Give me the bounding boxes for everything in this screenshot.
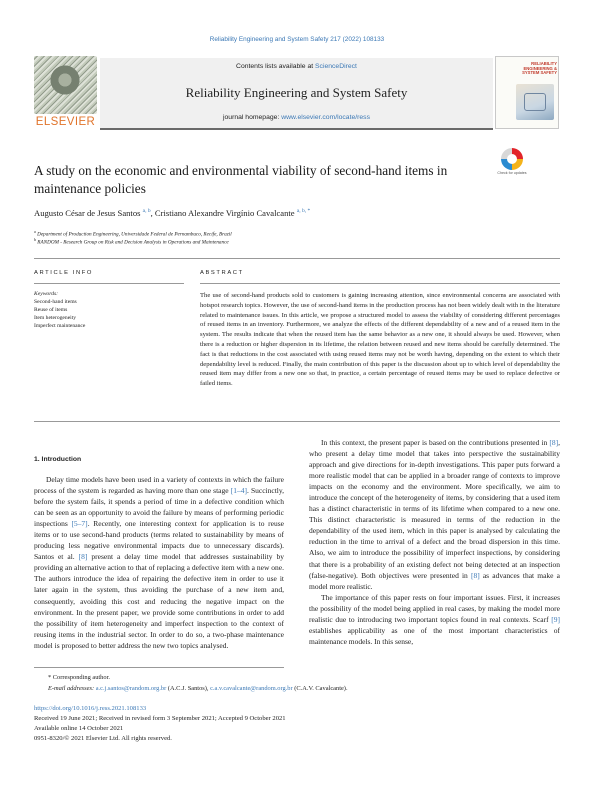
divider: [200, 283, 560, 284]
affiliation: [34, 237, 554, 246]
paragraph-text: The importance of this paper rests on four important issues. First, it increases the possibility of the model being applied in real cases, by making the model more realistic due to introducing two important topics found in real contexts. Scarf: [309, 592, 560, 624]
paragraph-text: present a delay time model that addresses sustainability by providing an alternative action to that of replacing a defective item with a new one. The authors introduce the idea of repairing the defective item in order to use it later again in the system, thus avoiding the purchase of a new item and, consequently, avoiding this cost and reducing the negative impact on the environment. In the present paper, we provide some contributions in order to add the possibility of item heterogeneity and imperfect inspection to the context of reusing items in the industrial sector. In order to do so, a two-phase maintenance model is proposed to better address the new two topics analysed.: [34, 552, 284, 650]
keywords-block: [34, 290, 184, 330]
section-heading-introduction: 1. Introduction: [34, 456, 82, 463]
citation-link[interactable]: [1–4]: [230, 486, 247, 496]
body-paragraph: [309, 437, 560, 592]
contents-line: [100, 63, 493, 70]
keyword: Reuse of items: [34, 307, 68, 313]
corresponding-author-note: * Corresponding author.: [48, 674, 110, 681]
abstract-text: The use of second-hand products sold to customers is gaining increasing attention, since environmental concerns are associated with hotspot research topics. However, the use of second-hand items in the production process has not been widely dealt with in the literature related to maintenance issues. In this article, we propose a structured model to assess the viability of considering different percentages of reused items in an inventory. Furthermore, we analyze the effects of the different dependability of a new and of a reused item in the system. The results indicate that when the reused item has the same behavior as a new one, it should always be used. However, when there is a reduction or higher dispersion in its lifetime, the relation between reused and new items should be carefully determined. The fact is that reductions in the cost associated with using reused items may not be worth having, depending on the extent to which their dependability level is reduced. Finally, the main contribution of this paper is the discussion about up to which level of dependability the reused item may differ from a new one so that, in practice, a certain percentage of reused items may be used to replace defective or failed items.: [200, 292, 560, 388]
journal-cover-thumbnail: [495, 56, 559, 129]
journal-title: Reliability Engineering and System Safety: [185, 85, 408, 100]
keyword: Imperfect maintenance: [34, 323, 86, 329]
paragraph-text: , who present a delay time model that takes into perspective the sustainability approach and give directions for in-depth investigations. This paper puts forward a more realistic model that can be applied in a broader range of contexts to improve impacts on the economy and the environment. More specifically, we aim to introduce the concept of the heterogeneity of items, by considering that a used item has a distinct characteristic in terms of its lifetime when compared to a new one. This distinct characteristic is measured in terms of the reduction in the dependability of the used item, which in this paper is analysed by calculating the reduction in the time to arrival of a defect and the broad dispersion in this time. Also, we aim to introduce the possibility of imperfect inspections, by considering that there is a probability of an existing defect not being detected at an inspection (false-negative). Both objectives were presented in: [309, 438, 560, 580]
citation-link[interactable]: [8]: [470, 570, 480, 580]
footnote-divider: [34, 667, 284, 668]
email-owner: (C.A.V. Cavalcante).: [292, 685, 348, 692]
affiliation-text: Department of Production Engineering, Universidade Federal de Pernambuco, Recife, Brazil: [37, 231, 232, 238]
homepage-prefix: journal homepage:: [223, 114, 282, 121]
available-online: Available online 14 October 2021: [34, 725, 124, 732]
email-link[interactable]: c.a.v.cavalcante@random.org.br: [210, 685, 293, 692]
paragraph-text: as advances that make a model more realistic.: [309, 570, 560, 591]
paragraph-text: . Recently, one interesting context for application is to reuse items or to use second-hand products (terms related to sustainability by means of producing less negative environmental impacts due to unnecessary discards). Santos et al.: [34, 519, 284, 562]
keyword: Second-hand items: [34, 299, 77, 305]
email-label: E-mail addresses:: [48, 685, 96, 692]
footnotes: [34, 672, 560, 694]
received-dates: Received 19 June 2021; Received in revised form 3 September 2021; Accepted 9 October 2021: [34, 715, 286, 722]
journal-header: [100, 58, 493, 130]
journal-homepage-link[interactable]: www.elsevier.com/locate/ress: [281, 114, 370, 121]
doi-link[interactable]: https://doi.org/10.1016/j.ress.2021.108133: [34, 705, 147, 712]
abstract-heading: ABSTRACT: [200, 270, 244, 276]
keywords-label: Keywords:: [34, 291, 59, 297]
author-list: Augusto César de Jesus Santos $^{a, b}$, Cristiano Alexandre Virgínio Cavalcante $^{a, b, *}$: [34, 208, 311, 218]
author-name[interactable]: Augusto César de Jesus Santos: [34, 208, 141, 218]
corresponding-author-text: Corresponding author.: [52, 674, 110, 681]
citation-link[interactable]: [9]: [551, 614, 560, 624]
author-affiliation-marks[interactable]: a, b: [142, 208, 151, 215]
paragraph-text: Delay time models have been used in a variety of contexts in which the failure process of the system is regarded as having more than one stage: [34, 475, 284, 496]
crossmark-icon: [501, 148, 523, 170]
author-name[interactable]: Cristiano Alexandre Virgínio Cavalcante: [154, 208, 295, 218]
check-updates-label: Check for updates: [497, 171, 527, 175]
email-addresses-note: [34, 683, 560, 694]
check-for-updates-badge[interactable]: [497, 148, 527, 182]
contents-prefix: Contents lists available at: [236, 63, 316, 70]
publisher-logo: [34, 56, 97, 129]
article-title: A study on the economic and environmental viability of second-hand items in maintenance policies: [34, 163, 448, 196]
tree-logo-icon: [34, 56, 97, 114]
body-column-left: [34, 474, 284, 651]
affiliation-mark: b: [34, 237, 36, 242]
divider: [34, 283, 184, 284]
copyright-line: 0951-8320/© 2021 Elsevier Ltd. All rights reserved.: [34, 735, 172, 742]
journal-reference[interactable]: Reliability Engineering and System Safety 217 (2022) 108133: [209, 36, 385, 43]
paragraph-text: . Succinctly, before the system fails, it spends a period of time in a defective condition which can be seen as an opportunity to avoid the failure by means of performing periodic inspections: [34, 486, 284, 529]
body-paragraph: [309, 592, 560, 647]
keyword: Item heterogeneity: [34, 315, 77, 321]
cover-title: RELIABILITY ENGINEERING & SYSTEM SAFETY: [522, 61, 557, 75]
author-affiliation-marks[interactable]: a, b, *: [296, 208, 311, 215]
affiliation-text: RANDOM - Research Group on Risk and Decision Analysis in Operations and Maintenance: [37, 239, 229, 246]
body-column-right: [309, 437, 560, 647]
citation-link[interactable]: [5–7]: [71, 519, 88, 529]
sciencedirect-link[interactable]: ScienceDirect: [315, 63, 357, 70]
publisher-name: ELSEVIER: [35, 116, 96, 128]
citation-link[interactable]: [8]: [78, 552, 88, 562]
email-owner: (A.C.J. Santos),: [166, 685, 211, 692]
paragraph-text: establishes applicability as one of the most important characteristics of maintenance models. In this sense,: [309, 625, 560, 646]
body-paragraph: [34, 474, 284, 651]
divider: [34, 421, 560, 422]
paragraph-text: In this context, the present paper is based on the contributions presented in: [321, 438, 550, 447]
citation-link[interactable]: [8]: [549, 438, 559, 447]
affiliation-mark: a: [34, 229, 36, 234]
email-link[interactable]: a.c.j.santos@random.org.br: [95, 685, 167, 692]
cover-illustration: [516, 84, 554, 120]
article-info-heading: ARTICLE INFO: [34, 270, 94, 276]
divider: [34, 258, 560, 259]
homepage-line: [100, 114, 493, 121]
publication-info: [34, 704, 560, 744]
